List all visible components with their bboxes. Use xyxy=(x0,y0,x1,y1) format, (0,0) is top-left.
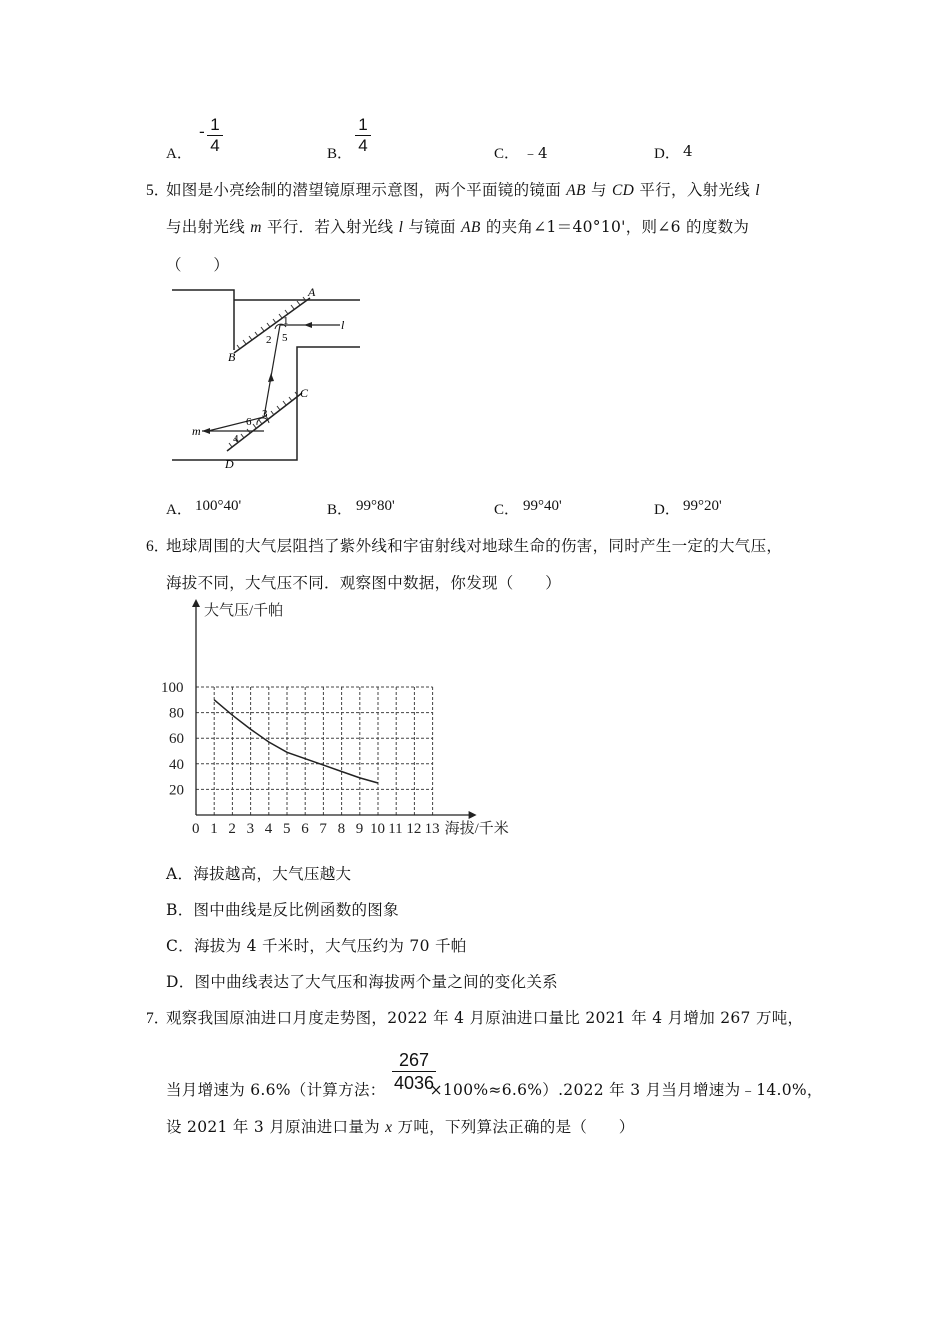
q5-text: 与 xyxy=(585,181,613,199)
q5-text: 与出射光线 xyxy=(166,218,251,236)
q5-var-l: l xyxy=(398,219,404,236)
q5-var-cd: CD xyxy=(612,182,635,199)
y-tick-label: 20 xyxy=(169,782,184,799)
q7-line-3-text-a: 设 2021 年 3 月原油进口量为 xyxy=(166,1118,386,1136)
q4-option-a-numerator: 1 xyxy=(210,115,220,134)
q5-line-1 xyxy=(166,178,760,200)
q4-option-a-denominator: 4 xyxy=(210,136,220,155)
q7-line-2-text-b: ×100%≈6.6%）.2022 年 3 月当月增速为﹣14.0%， xyxy=(429,1081,823,1099)
angle-label-4: 4 xyxy=(233,433,239,445)
q6-number: 6． xyxy=(146,538,170,555)
q4-option-d-value: 4 xyxy=(683,142,693,160)
mirror-ab-hatching xyxy=(237,297,306,349)
q7-line-2 xyxy=(166,1078,823,1100)
q5-option-c-text: 99°40' xyxy=(523,498,562,514)
q5-var-l: l xyxy=(755,182,760,199)
x-tick-label: 0 xyxy=(192,821,200,837)
figure-label-c: C xyxy=(300,386,309,400)
q5-var-ab: AB xyxy=(461,219,481,236)
pressure-chart xyxy=(160,595,515,840)
q6-option-c-label: C． xyxy=(166,937,194,955)
q5-option-d-text: 99°20' xyxy=(683,498,722,514)
figure-label-m: m xyxy=(192,424,201,438)
q5-answer-paren: （ ） xyxy=(166,256,230,274)
figure-label-l: l xyxy=(341,318,345,332)
q6-option-b-label: B． xyxy=(166,901,194,919)
incoming-ray-arrow xyxy=(304,322,312,328)
figure-label-a: A xyxy=(308,285,316,299)
q5-option-c-label: C． xyxy=(494,502,520,518)
q6-option-b xyxy=(166,898,399,920)
q4-option-c-value: ﹣4 xyxy=(523,144,548,162)
y-axis-label: 大气压/千帕 xyxy=(204,603,284,619)
q5-text: 平行，入射光线 xyxy=(634,181,756,199)
fraction-bar xyxy=(392,1071,436,1072)
x-tick-label: 3 xyxy=(246,821,255,837)
periscope-figure xyxy=(172,285,367,470)
q5-option-d-label: D． xyxy=(654,502,680,518)
q7-line-2-text-a: 当月增速为 6.6%（计算方法： xyxy=(166,1081,386,1099)
q6-line-2: 海拔不同，大气压不同．观察图中数据，你发现（ ） xyxy=(166,574,562,592)
q5-option-b-text: 99°80' xyxy=(356,498,395,514)
q5-var-m: m xyxy=(250,219,262,236)
outgoing-ray-arrow xyxy=(202,428,210,434)
figure-label-d: D xyxy=(225,457,234,470)
x-tick-label: 12 xyxy=(406,821,422,837)
x-tick-label: 13 xyxy=(424,821,440,837)
x-tick-label: 9 xyxy=(355,821,364,837)
y-tick-label: 80 xyxy=(169,705,184,722)
q4-option-a-sign: - xyxy=(199,122,205,142)
q6-option-b-text: 图中曲线是反比例函数的图象 xyxy=(193,901,399,919)
q4-option-b-numerator: 1 xyxy=(358,115,368,134)
q6-option-c-text: 海拔为 4 千米时，大气压约为 70 千帕 xyxy=(193,937,467,955)
q5-option-a-text: 100°40' xyxy=(195,498,242,514)
q5-text: 的夹角∠1＝40°10'，则∠6 的度数为 xyxy=(480,218,750,236)
q7-fraction-denominator: 4036 xyxy=(393,1073,435,1093)
y-axis-arrow xyxy=(192,599,200,607)
q4-option-b-fraction xyxy=(355,116,371,155)
angle-label-2: 2 xyxy=(266,334,272,346)
q6-option-d xyxy=(166,970,558,992)
q6-option-a xyxy=(166,862,351,884)
x-tick-label: 4 xyxy=(264,821,273,837)
q5-option-a-label: A． xyxy=(166,502,192,518)
angle-label-1: 1 xyxy=(283,315,289,327)
q6-option-c xyxy=(166,934,467,956)
x-tick-label: 8 xyxy=(337,821,346,837)
x-axis-arrow xyxy=(469,811,477,819)
q4-option-a-label: A． xyxy=(166,146,192,162)
q5-option-b-label: B． xyxy=(327,502,353,518)
x-tick-label: 11 xyxy=(388,821,403,837)
q4-option-b-label: B． xyxy=(327,146,353,162)
y-tick-label: 100 xyxy=(161,680,184,696)
x-tick-label: 2 xyxy=(228,821,236,837)
q5-var-ab: AB xyxy=(566,182,586,199)
angle-label-6: 6 xyxy=(246,416,252,428)
q4-option-d-label: D． xyxy=(654,146,680,162)
y-tick-label: 60 xyxy=(169,731,184,748)
q7-line-3 xyxy=(166,1115,635,1137)
q7-var-x: x xyxy=(385,1119,393,1136)
q6-option-d-label: D． xyxy=(166,973,195,991)
x-axis-label: 海拔/千米 xyxy=(444,821,509,837)
y-tick-label: 40 xyxy=(169,756,184,773)
q5-text: 平行．若入射光线 xyxy=(261,218,399,236)
q5-number: 5． xyxy=(146,182,170,199)
angle-label-3: 3 xyxy=(262,408,268,420)
q4-option-c-label: C． xyxy=(494,146,520,162)
figure-label-b: B xyxy=(228,350,236,364)
x-tick-label: 5 xyxy=(283,821,291,837)
q5-text: 与镜面 xyxy=(403,218,462,236)
x-tick-label: 6 xyxy=(301,821,309,837)
x-tick-label: 10 xyxy=(370,821,385,837)
q7-fraction-numerator: 267 xyxy=(398,1050,430,1070)
q4-option-a-fraction xyxy=(207,116,223,155)
q7-number: 7． xyxy=(146,1010,170,1027)
q7-line-3-text-b: 万吨，下列算法正确的是（ ） xyxy=(392,1118,635,1136)
periscope-outline-upper xyxy=(172,290,234,350)
q4-option-b-denominator: 4 xyxy=(358,136,368,155)
q6-option-d-text: 图中曲线表达了大气压和海拔两个量之间的变化关系 xyxy=(194,973,558,991)
q6-option-a-text: 海拔越高，大气压越大 xyxy=(193,865,352,883)
q6-option-a-label: A． xyxy=(166,865,194,883)
q5-line-2 xyxy=(166,215,749,237)
q5-text: 如图是小亮绘制的潜望镜原理示意图，两个平面镜的镜面 xyxy=(166,181,567,199)
q6-line-1: 地球周围的大气层阻挡了紫外线和宇宙射线对地球生命的伤害，同时产生一定的大气压， xyxy=(166,537,783,555)
x-tick-label: 7 xyxy=(319,821,327,837)
x-tick-label: 1 xyxy=(210,821,218,837)
reflected-ray-arrow xyxy=(268,373,274,382)
q7-fraction xyxy=(392,1050,436,1093)
q7-line-1: 观察我国原油进口月度走势图，2022 年 4 月原油进口量比 2021 年 4 月增加 267 万吨， xyxy=(166,1009,804,1027)
angle-label-5: 5 xyxy=(282,332,288,344)
